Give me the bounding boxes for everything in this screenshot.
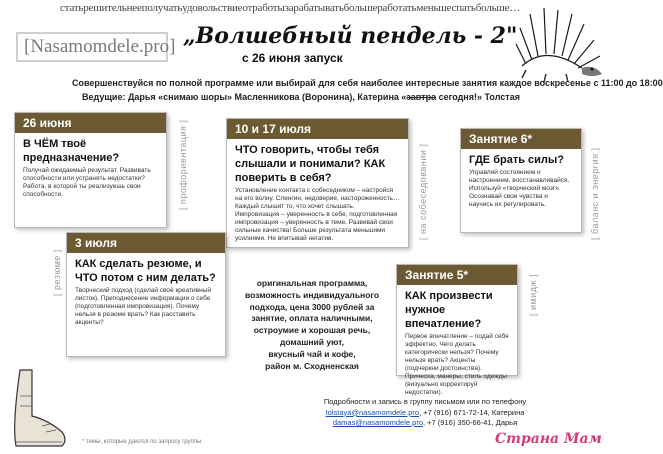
card-june-26 bbox=[14, 112, 167, 228]
hedgehog-illustration bbox=[506, 4, 606, 82]
site-logo: [Nasamomdele.pro] bbox=[16, 32, 168, 62]
card-july-3 bbox=[66, 232, 226, 357]
card-date: 26 июня bbox=[15, 113, 166, 133]
boot-kick-illustration bbox=[2, 366, 72, 454]
page-subtitle: с 26 июня запуск bbox=[242, 51, 343, 65]
card-question: КАК сделать резюме, и ЧТО потом с ним делать? bbox=[75, 258, 216, 284]
card-question: ГДЕ брать силы? bbox=[469, 154, 565, 166]
offer-line: домашний уют, bbox=[279, 336, 345, 347]
offer-line: возможность индивидуального bbox=[244, 289, 380, 300]
card-question: КАК произвести нужное впечатление? bbox=[405, 290, 493, 330]
footnote: * темы, которые даются по запросу группы bbox=[82, 439, 202, 445]
top-tagline: статьрешительнееполучатьудовольствиеотработызарабатыватьбольшеработатьменьшеспатьбольше… bbox=[60, 2, 521, 14]
phone-katerina: , +7 (916) 671-72-14, Катерина bbox=[419, 407, 525, 417]
card-date: Занятие 6* bbox=[461, 129, 581, 149]
card-description: Первое впечатление – подай себя эффектно. Чего делать категорически нельзя? Почему нельзя врать? Акценты (подчеркни достоинства). Прическа, манеры, стиль одежды (визуально корректируй недостатки). bbox=[405, 333, 509, 396]
side-label-profile: [ профориентация ] bbox=[178, 119, 188, 210]
card-description: Получай ожидаемый результат. Развивать способности или устранять недостатки? Работа, в которой ты реализуешь свои способности. bbox=[23, 167, 151, 198]
card-session-5 bbox=[396, 264, 518, 396]
card-question: ЧТО говорить, чтобы тебя слышали и понимали? КАК поверить в себя? bbox=[235, 144, 386, 184]
offer-details bbox=[232, 278, 392, 372]
intro-hosts-prefix: Ведущие: Дарья «снимаю шоры» Масленникова (Воронина), Катерина « bbox=[82, 92, 407, 102]
card-date: Занятие 5* bbox=[397, 265, 517, 285]
offer-line: оригинальная программа, bbox=[256, 278, 368, 288]
offer-line: занятие, оплата наличными, bbox=[251, 313, 373, 324]
side-label-balance: [ баланс и энергия ] bbox=[590, 147, 600, 240]
card-date: 10 и 17 июля bbox=[227, 119, 408, 139]
side-label-interview: [ на собеседовании ] bbox=[418, 143, 428, 240]
watermark-logo: Страна Мам bbox=[495, 431, 602, 447]
offer-line: остроумие и хорошая речь, bbox=[253, 325, 371, 336]
side-label-resume: [ резюме ] bbox=[52, 249, 62, 296]
contact-katerina bbox=[280, 408, 570, 419]
email-link-damas[interactable]: damas@nasamomdele.pro bbox=[332, 418, 423, 427]
intro-schedule: Совершенствуйся по полной программе или выбирай для себя наиболее интересные занятия каждое воскресенье с 11:00 до 18:00 bbox=[72, 78, 663, 88]
card-description: Управляй состоянием и настроением, восстанавливайся. Используй «творческий мозг». Осознавай свои чувства и научись их регулировать. bbox=[469, 169, 570, 208]
card-description: Творческий подход (сделай своё креативный листок). Преподнесение информации о себе (подготовленная импровизация). Почему нельзя в резюме врать? Как расставить акценты? bbox=[75, 287, 211, 326]
card-question: В ЧЁМ твоё предназначение? bbox=[23, 138, 120, 164]
offer-line: вкусный чай и кофе, bbox=[268, 348, 356, 359]
card-july-10-17 bbox=[226, 118, 409, 248]
phone-darya: , +7 (916) 350-66-41, Дарья bbox=[423, 418, 518, 427]
contacts-intro: Подробности и запись в группу письмом или по телефону bbox=[323, 397, 527, 406]
intro-hosts bbox=[82, 92, 582, 102]
card-date: 3 июля bbox=[67, 233, 225, 253]
offer-line: подхода, цена 3000 рублей за bbox=[249, 301, 375, 312]
card-description: Установление контакта с собеседником – настройся на его волну. Сленгин, недоверие, настороженность… Каждый слышит то, что хочет слышать. Импровизация – уверенность в себе, подготовленная импровизация – уверенность в теме. Развивай свои сильные качества! Больше результата меньшими усилиями. Не впитывай негатив. bbox=[235, 187, 400, 242]
email-link-tolstaya[interactable]: tolstaya@nasamomdele.pro bbox=[325, 407, 420, 417]
side-label-image: [ имидж ] bbox=[528, 273, 538, 316]
offer-line: район м. Сходненская bbox=[265, 360, 359, 371]
contact-darya bbox=[280, 418, 570, 429]
intro-hosts-suffix: сегодня!» Толстая bbox=[436, 92, 520, 102]
contacts-block bbox=[280, 397, 570, 429]
intro-hosts-struck: завтра bbox=[406, 92, 437, 102]
page-title: „Волшебный пендель - 2" bbox=[183, 23, 518, 49]
card-session-6 bbox=[460, 128, 582, 233]
